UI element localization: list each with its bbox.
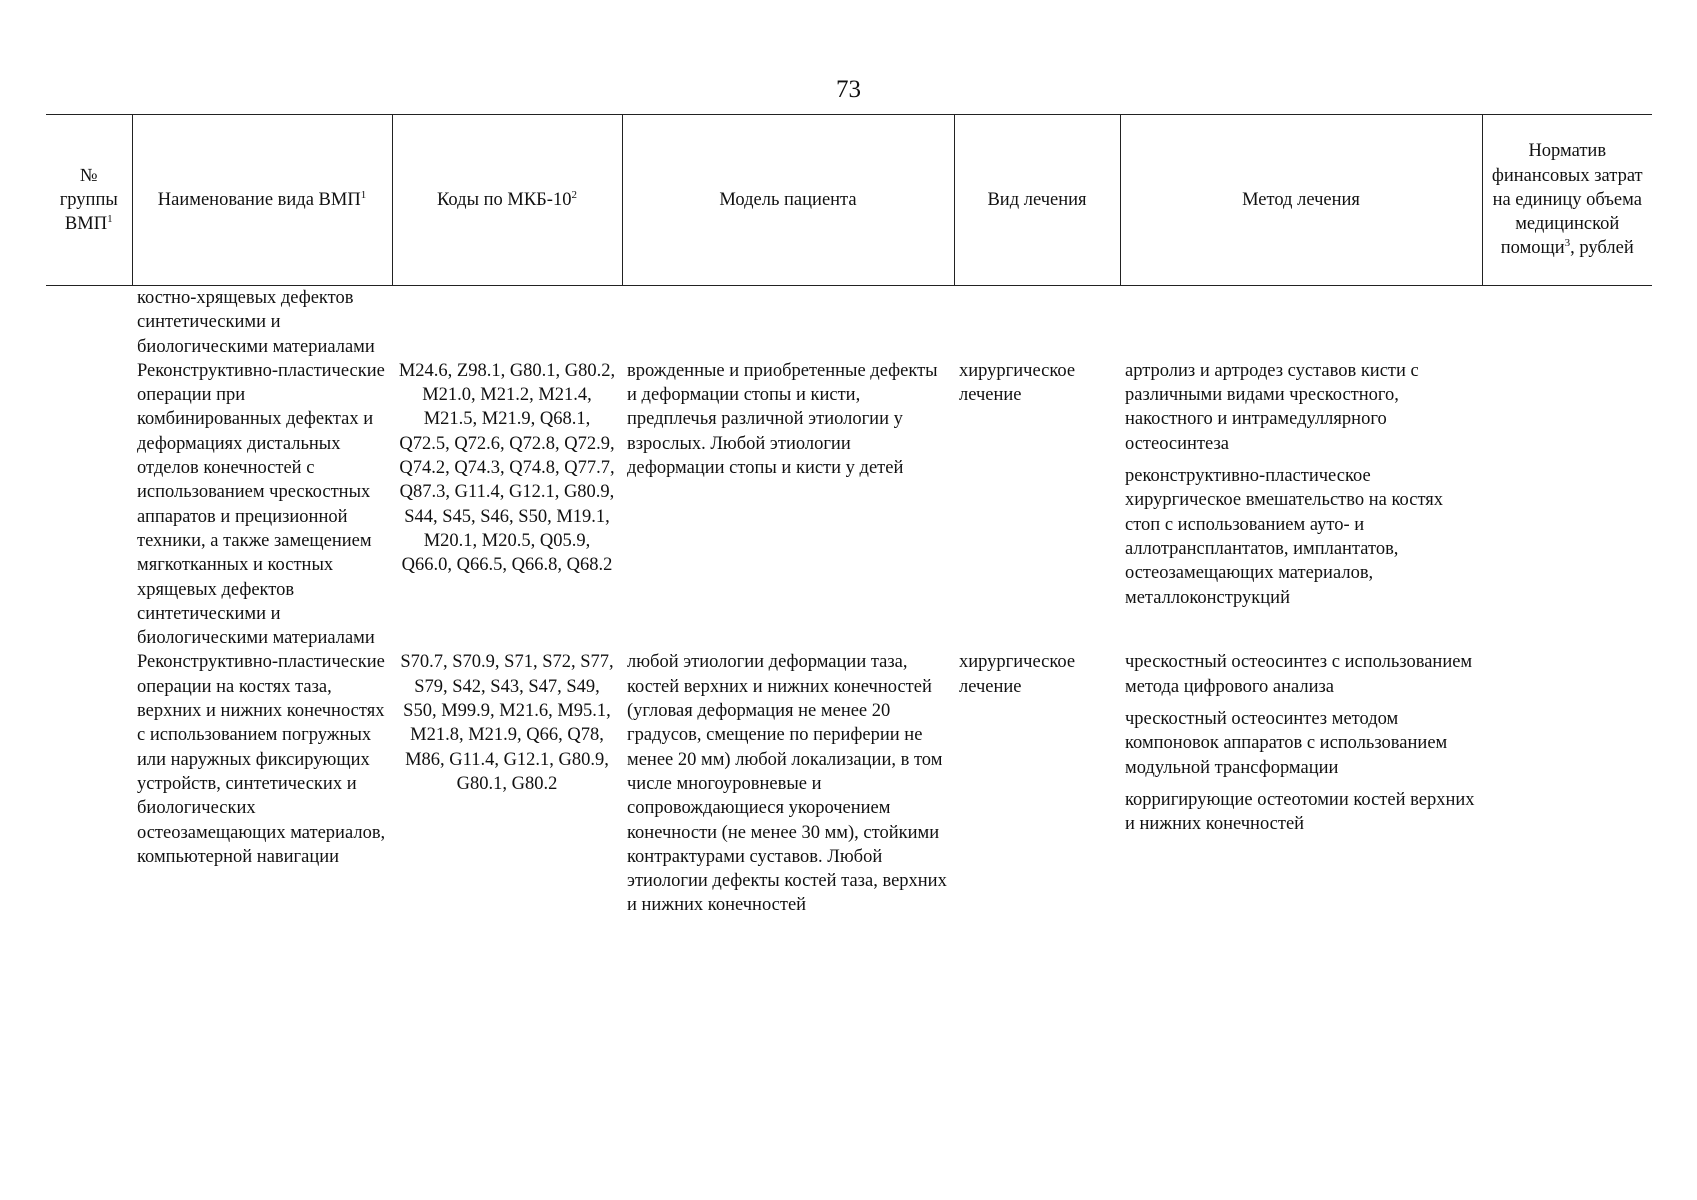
treatment-method-item: чрескостный остеосинтез методом компоновок аппаратов с использованием модульной трансформации [1125,709,1448,778]
table-row [46,359,1652,651]
header-group-number: № группы ВМП$^1$ [46,115,132,286]
header-treatment-type: Вид лечения [954,115,1120,286]
patient-model-cell [622,286,954,359]
patient-model-cell: врожденные и приобретенные дефекты и деформации стопы и кисти, предплечья различной этиологии у взрослых. Любой этиологии деформации стопы и кисти у детей [627,360,938,479]
group-cell [46,286,132,359]
treatment-method-cell [1120,286,1482,359]
table-header-row [46,115,1652,286]
icd-codes-cell: S70.7, S70.9, S71, S72, S77, S79, S42, S43, S47, S49, S50, M99.9, M21.6, M95.1, M21.8, M21.9, Q66, Q78, M86, G11.4, G12.1, G80.9, G80.1, G80.2 [400,652,614,794]
icd-codes-cell [392,286,622,359]
financial-norm-cell [1482,286,1652,359]
icd-codes-cell: M24.6, Z98.1, G80.1, G80.2, M21.0, M21.2, M21.4, M21.5, M21.9, Q68.1, Q72.5, Q72.6, Q72.8, Q72.9, Q74.2, Q74.3, Q74.8, Q77.7, Q87.3, G11.4, G12.1, G80.9, S44, S45, S46, S50, M19.1, M20.1, M20.5, Q05.9, Q66.0, Q66.5, Q66.8, Q68.2 [398,360,616,576]
treatment-type-cell: хирургическое лечение [959,360,1076,406]
header-patient-model: Модель пациента [622,115,954,286]
header-icd-codes: Коды по МКБ-$10^2$ [392,115,622,286]
treatment-method-cell [1120,650,1482,917]
treatment-method-item: реконструктивно-пластическое хирургическое вмешательство на костях стоп с использованием ауто- и аллотрансплантатов, имплантатов, остеозамещающих материалов, металлоконструкций [1125,466,1444,608]
table-row [46,650,1652,917]
group-cell [46,650,132,917]
financial-norm-cell [1482,359,1652,651]
header-financial-norm: Норматив финансовых затрат на единицу объема медицинской помощи$^3$, рублей [1482,115,1652,286]
page-number: 73 [836,76,861,103]
treatment-method-cell [1120,359,1482,651]
vmp-name-cell: Реконструктивно-пластические операции при комбинированных дефектах и деформациях дистальных отделов конечностей с использованием чрескостных аппаратов и прецизионной техники, а также замещением мягкотканных и костных хрящевых дефектов синтетическими и биологическими материалами [137,360,385,649]
treatment-type-cell [954,286,1120,359]
vmp-name-cell: костно-хрящевых дефектов синтетическими и биологическими материалами [137,288,375,357]
treatment-method-item: корригирующие остеотомии костей верхних и нижних конечностей [1125,789,1475,835]
patient-model-cell: любой этиологии деформации таза, костей верхних и нижних конечностей (угловая деформация не менее 20 градусов, смещение по периферии не менее 20 мм) любой локализации, в том числе многоуровневые и сопровождающиеся укорочением конечности (не менее 30 мм), стойкими контрактурами суставов. Любой этиологии дефекты костей таза, верхних и нижних конечностей [627,652,947,916]
treatment-type-cell: хирургическое лечение [959,652,1076,697]
group-cell [46,359,132,651]
header-vmp-name: Наименование вида ВМП$^1$ [132,115,392,286]
header-treatment-method: Метод лечения [1120,115,1482,286]
table-row [46,286,1652,359]
vmp-table [46,114,1652,918]
treatment-method-item: чрескостный остеосинтез с использованием метода цифрового анализа [1125,652,1473,697]
treatment-method-item: артролиз и артродез суставов кисти с различными видами чрескостного, накостного и интрамедуллярного остеосинтеза [1125,360,1419,454]
financial-norm-cell [1482,650,1652,917]
vmp-name-cell: Реконструктивно-пластические операции на костях таза, верхних и нижних конечностях с использованием погружных или наружных фиксирующих устройств, синтетических и биологических остеозамещающих материалов, компьютерной навигации [137,652,386,867]
